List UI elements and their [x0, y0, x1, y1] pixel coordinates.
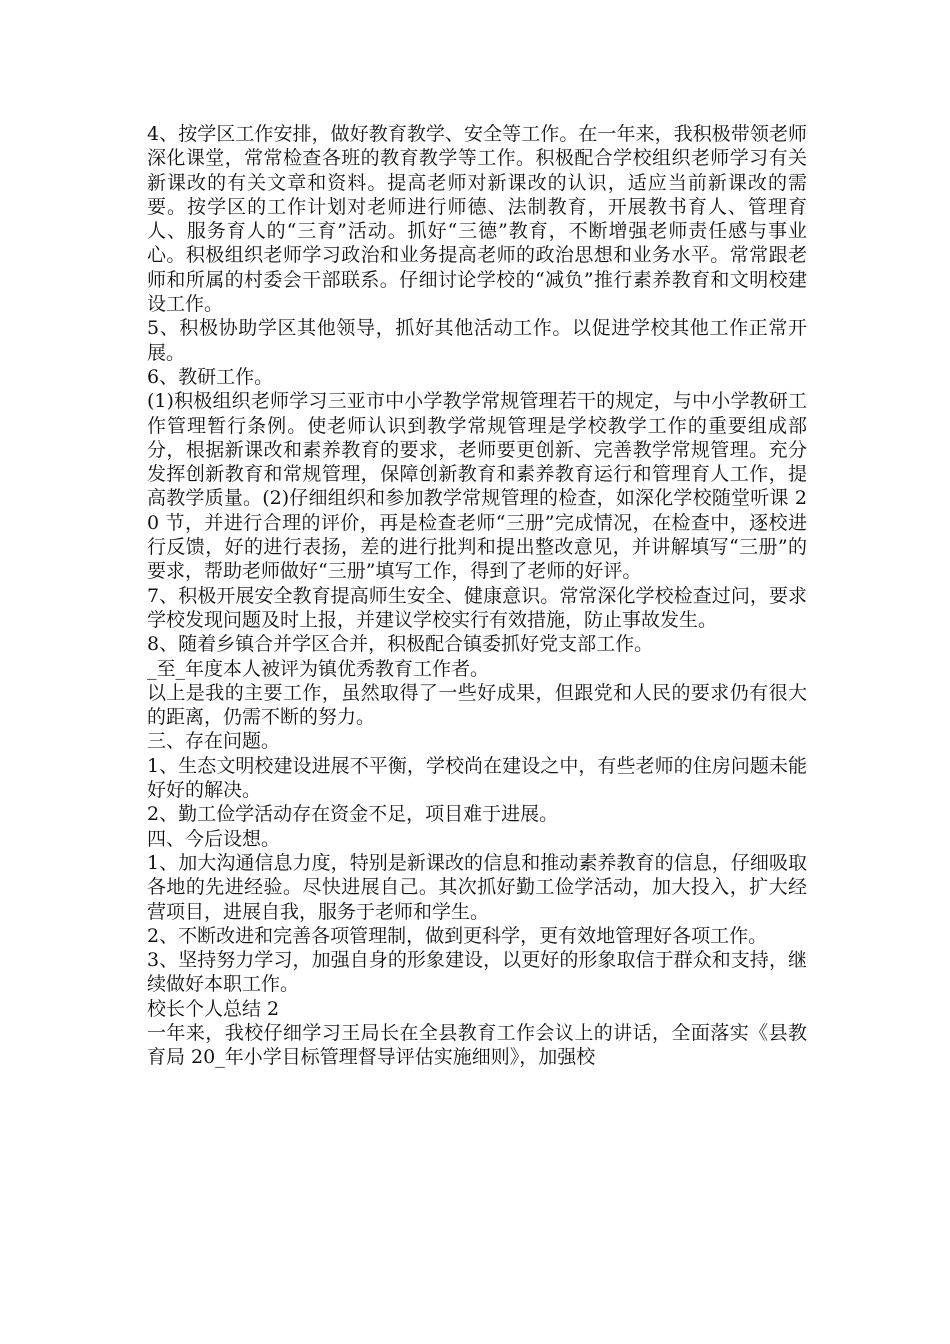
- paragraph-work-item-7: 7、积极开展安全教育提高师生安全、健康意识。常常深化学校检查过问，要求学校发现问题及时上报，并建议学校实行有效措施，防止事故发生。: [147, 584, 807, 631]
- paragraph-award: _至_年度本人被评为镇优秀教育工作者。: [147, 657, 490, 680]
- paragraph-plan-2: 2、不断改进和完善各项管理制，做到更科学，更有效地管理好各项工作。: [147, 924, 768, 947]
- paragraph-work-item-4: 4、按学区工作安排，做好教育教学、安全等工作。在一年来，我积极带领老师深化课堂，常常检查各班的教育教学等工作。积极配合学校组织老师学习有关新课改的有关文章和资料。提高老师对新课改的认识，适应当前新课改的需要。按学区的工作计划对老师进行师德、法制教育，开展教书育人、管理育人、服务育人的“三育”活动。抓好“三德”教育，不断增强老师责任感与事业心。积极组织老师学习政治和业务提高老师的政治思想和业务水平。常常跟老师和所属的村委会干部联系。仔细讨论学校的“减负”推行素养教育和文明校建设工作。: [147, 123, 807, 316]
- document-body: [147, 122, 807, 1070]
- paragraph-problem-1: 1、生态文明校建设进展不平衡，学校尚在建设之中，有些老师的住房问题未能好好的解决。: [147, 754, 807, 802]
- paragraph-plan-1: 1、加大沟通信息力度，特别是新课改的信息和推动素养教育的信息，仔细吸取各地的先进经验。尽快进展自己。其次抓好勤工俭学活动，加大投入，扩大经营项目，进展自我，服务于老师和学生。: [147, 851, 807, 923]
- paragraph-summary: 以上是我的主要工作，虽然取得了一些好成果，但跟党和人民的要求仍有很大的距离，仍需不断的努力。: [147, 681, 807, 729]
- paragraph-summary-2-intro: 一年来，我校仔细学习王局长在全县教育工作会议上的讲话，全面落实《县教育局 20_年小学目标管理督导评估实施细则》，加强校: [147, 1021, 807, 1069]
- paragraph-teaching-research: (1)积极组织老师学习三亚市中小学教学常规管理若干的规定，与中小学教研工作管理暂行条例。使老师认识到教学常规管理是学校教学工作的重要组成部分，根据新课改和素养教育的要求，老师要更创新、完善教学常规管理。充分发挥创新教育和常规管理，保障创新教育和素养教育运行和管理育人工作，提高教学质量。(2)仔细组织和参加教学常规管理的检查，如深化学校随堂听课 20 节，并进行合理的评价，再是检查老师“三册”完成情况，在检查中，逐校进行反馈，好的进行表扬，差的进行批判和提出整改意见，并讲解填写“三册”的要求，帮助老师做好“三册”填写工作，得到了老师的好评。: [147, 390, 807, 583]
- section-heading-summary-2: 校长个人总结 2: [147, 997, 280, 1020]
- paragraph-work-item-6-heading: 6、教研工作。: [147, 365, 274, 388]
- paragraph-problem-2: 2、勤工俭学活动存在资金不足，项目难于进展。: [147, 803, 559, 826]
- paragraph-plan-3: 3、坚持努力学习，加强自身的形象建设，以更好的形象取信于群众和支持，继续做好本职工作。: [147, 949, 807, 996]
- section-heading-problems: 三、存在问题。: [147, 730, 281, 753]
- section-heading-future-plans: 四、今后设想。: [147, 827, 281, 850]
- paragraph-work-item-8: 8、随着乡镇合并学区合并，积极配合镇委抓好党支部工作。: [147, 633, 654, 656]
- paragraph-work-item-5: 5、积极协助学区其他领导，抓好其他活动工作。以促进学校其他工作正常开展。: [147, 317, 807, 364]
